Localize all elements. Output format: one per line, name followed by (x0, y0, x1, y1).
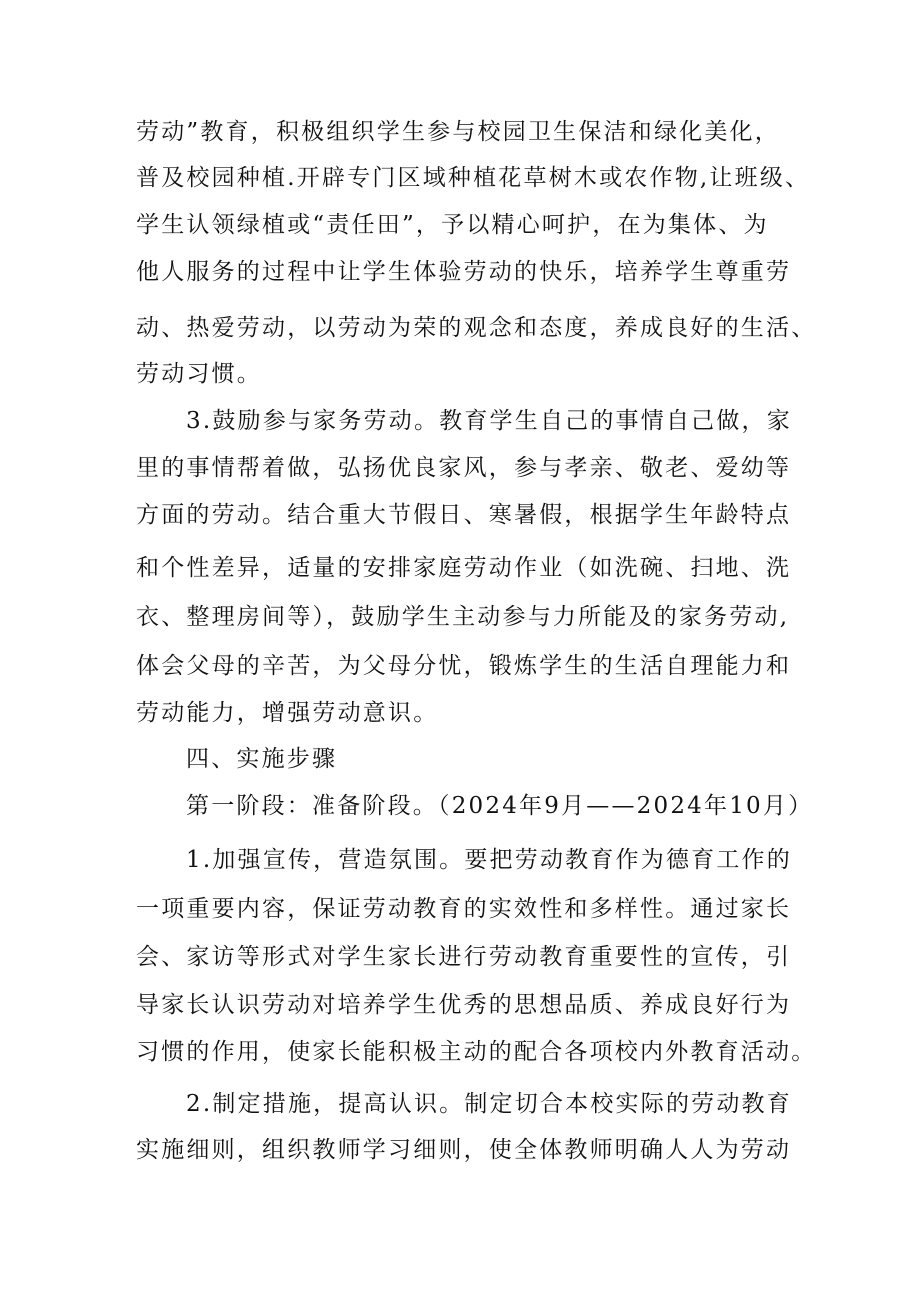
section-heading: 四、实施步骤 (186, 746, 338, 772)
text-line: 方面的劳动。结合重大节假日、寒暑假，根据学生年龄特点 (136, 502, 792, 528)
paragraph-2-heading: 2.制定措施，提高认识。制定切合本校实际的劳动教育 (186, 1091, 792, 1117)
text-line: 动、热爱劳动，以劳动为荣的观念和态度，养成良好的生活、 (136, 315, 817, 341)
text-line: 和个性差异，适量的安排家庭劳动作业（如洗碗、扫地、洗 (136, 555, 792, 581)
paragraph-1-heading: 1.加强宣传，营造氛围。要把劳动教育作为德育工作的 (186, 847, 792, 873)
text-line: 劳动”教育，积极组织学生参与校园卫生保洁和绿化美化， (136, 119, 780, 145)
text-line: 普及校园种植.开辟专门区域种植花草树木或农作物,让班级、 (136, 165, 811, 191)
text-line: 习惯的作用，使家长能积极主动的配合各项校内外教育活动。 (136, 1039, 817, 1065)
text-line: 劳动能力，增强劳动意识。 (136, 700, 439, 726)
text-line: 衣、整理房间等），鼓励学生主动参与力所能及的家务劳动, (136, 604, 790, 630)
text-line: 他人服务的过程中让学生体验劳动的快乐，培养学生尊重劳 (136, 259, 792, 285)
paragraph-3-heading: 3.鼓励参与家务劳动。教育学生自己的事情自己做，家 (186, 408, 792, 434)
text-line: 劳动习惯。 (136, 361, 262, 387)
text-line: 实施细则，组织教师学习细则，使全体教师明确人人为劳动 (136, 1137, 792, 1163)
text-line: 里的事情帮着做，弘扬优良家风，参与孝亲、敬老、爱幼等 (136, 455, 792, 481)
text-line: 导家长认识劳动对培养学生优秀的思想品质、养成良好行为 (136, 992, 792, 1018)
text-line: 学生认领绿植或“责任田”，予以精心呵护，在为集体、为 (136, 212, 769, 238)
text-line: 会、家访等形式对学生家长进行劳动教育重要性的宣传，引 (136, 944, 792, 970)
phase-heading: 第一阶段：准备阶段。（2024年9月——2024年10月） (186, 793, 814, 819)
text-line: 体会父母的辛苦，为父母分忧，锻炼学生的生活自理能力和 (136, 653, 792, 679)
text-line: 一项重要内容，保证劳动教育的实效性和多样性。通过家长 (136, 896, 792, 922)
